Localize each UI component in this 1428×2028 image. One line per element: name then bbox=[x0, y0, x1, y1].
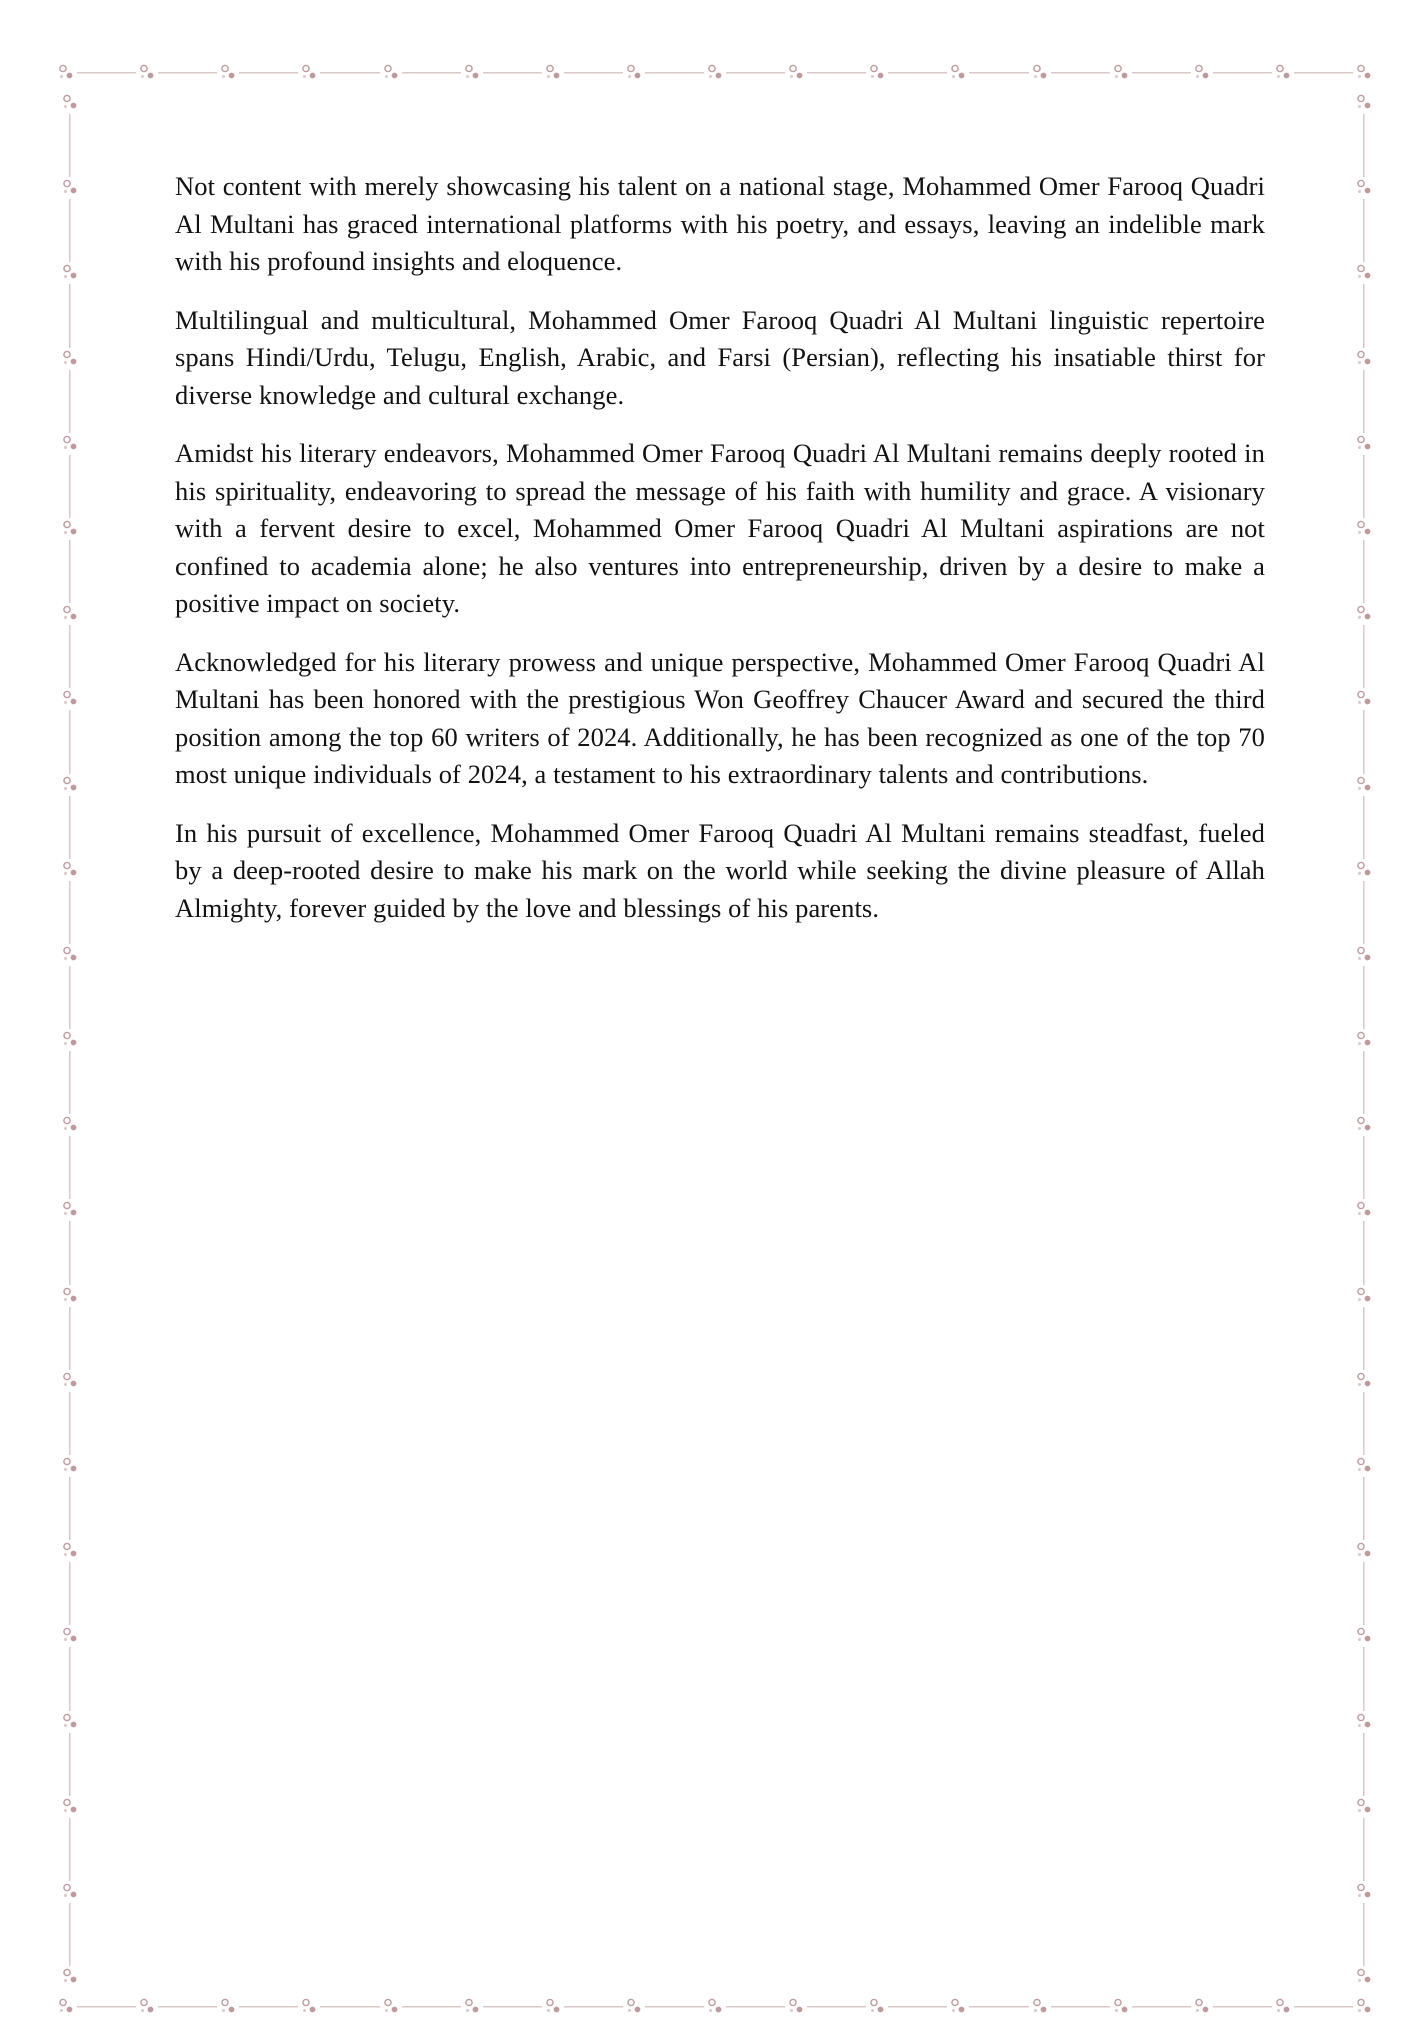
border-motif-icon bbox=[59, 1881, 81, 1903]
border-motif-icon bbox=[1353, 92, 1375, 114]
border-motif-icon bbox=[1353, 518, 1375, 540]
border-motif-icon bbox=[1353, 774, 1375, 796]
border-motif-icon bbox=[1353, 1711, 1375, 1733]
border-line bbox=[1213, 1994, 1272, 2020]
border-motif-icon bbox=[59, 774, 81, 796]
border-motif-icon bbox=[59, 603, 81, 625]
border-line bbox=[320, 60, 379, 86]
border-motif-icon bbox=[1353, 1285, 1375, 1307]
border-motif-icon bbox=[298, 62, 320, 84]
border-motif-icon bbox=[59, 1199, 81, 1221]
border-line bbox=[1351, 114, 1377, 177]
border-motif-icon bbox=[866, 62, 888, 84]
border-motif-icon bbox=[1272, 1996, 1294, 2018]
border-line bbox=[57, 710, 83, 773]
border-motif-icon bbox=[866, 1996, 888, 2018]
border-line bbox=[57, 1392, 83, 1455]
border-line bbox=[969, 1994, 1028, 2020]
border-motif-icon bbox=[1110, 62, 1132, 84]
border-line bbox=[1351, 1562, 1377, 1625]
border-motif-icon bbox=[59, 1370, 81, 1392]
border-motif-icon bbox=[217, 1996, 239, 2018]
border-motif-icon bbox=[947, 62, 969, 84]
border-motif-icon bbox=[1353, 518, 1375, 540]
border-line bbox=[1294, 1994, 1353, 2020]
border-motif-icon bbox=[947, 1996, 969, 2018]
border-motif-icon bbox=[1272, 62, 1294, 84]
border-motif-icon bbox=[298, 62, 320, 84]
border-motif-icon bbox=[1353, 1370, 1375, 1392]
border-motif-icon bbox=[59, 1540, 81, 1562]
border-motif-icon bbox=[59, 1199, 81, 1221]
border-line bbox=[1351, 1307, 1377, 1370]
border-motif-icon bbox=[380, 1996, 402, 2018]
border-line bbox=[57, 540, 83, 603]
border-motif-icon bbox=[59, 433, 81, 455]
border-motif-icon bbox=[1191, 1996, 1213, 2018]
border-motif-icon bbox=[1353, 1996, 1375, 2018]
border-motif-icon bbox=[59, 348, 81, 370]
border-motif-icon bbox=[1353, 1370, 1375, 1392]
border-line bbox=[564, 60, 623, 86]
border-line bbox=[1132, 60, 1191, 86]
decorative-border-right bbox=[1351, 92, 1377, 1988]
border-motif-icon bbox=[461, 62, 483, 84]
border-motif-icon bbox=[1191, 62, 1213, 84]
border-motif-icon bbox=[1353, 1455, 1375, 1477]
border-line bbox=[158, 1994, 217, 2020]
border-motif-icon bbox=[59, 859, 81, 881]
border-motif-icon bbox=[461, 1996, 483, 2018]
border-motif-icon bbox=[59, 1625, 81, 1647]
border-motif-icon bbox=[59, 1540, 81, 1562]
border-motif-icon bbox=[866, 62, 888, 84]
border-line bbox=[57, 370, 83, 433]
border-motif-icon bbox=[59, 1711, 81, 1733]
paragraph: Amidst his literary endeavors, Mohammed Omer Farooq Quadri Al Multani remains deeply rooted in his spirituality, endeavoring to spread the message of his faith with humility and grace. A visionary with a fervent desire to excel, Mohammed Omer Farooq Quadri Al Multani aspirations are not confined to academia alone; he also ventures into entrepreneurship, driven by a desire to make a positive impact on society. bbox=[175, 438, 1265, 618]
border-motif-icon bbox=[59, 262, 81, 284]
border-motif-icon bbox=[1353, 859, 1375, 881]
border-motif-icon bbox=[59, 603, 81, 625]
border-motif-icon bbox=[59, 944, 81, 966]
border-motif-icon bbox=[1353, 177, 1375, 199]
border-motif-icon bbox=[59, 1455, 81, 1477]
border-line bbox=[1351, 1051, 1377, 1114]
border-line bbox=[239, 60, 298, 86]
border-motif-icon bbox=[1353, 1996, 1375, 2018]
border-line bbox=[726, 1994, 785, 2020]
border-motif-icon bbox=[1353, 1455, 1375, 1477]
border-motif-icon bbox=[1110, 62, 1132, 84]
border-motif-icon bbox=[59, 1029, 81, 1051]
border-motif-icon bbox=[59, 1029, 81, 1051]
border-motif-icon bbox=[623, 1996, 645, 2018]
border-line bbox=[57, 1733, 83, 1796]
border-motif-icon bbox=[59, 1114, 81, 1136]
decorative-border-bottom bbox=[55, 1994, 1375, 2020]
border-line bbox=[1351, 796, 1377, 859]
border-motif-icon bbox=[1353, 603, 1375, 625]
border-line bbox=[402, 60, 461, 86]
border-motif-icon bbox=[59, 1285, 81, 1307]
border-motif-icon bbox=[1353, 859, 1375, 881]
border-line bbox=[1351, 625, 1377, 688]
border-motif-icon bbox=[542, 62, 564, 84]
border-motif-icon bbox=[59, 1455, 81, 1477]
border-motif-icon bbox=[785, 62, 807, 84]
border-motif-icon bbox=[1353, 62, 1375, 84]
border-motif-icon bbox=[136, 62, 158, 84]
border-line bbox=[1351, 1477, 1377, 1540]
border-motif-icon bbox=[59, 262, 81, 284]
border-line bbox=[1351, 1136, 1377, 1199]
border-motif-icon bbox=[1353, 1796, 1375, 1818]
border-line bbox=[57, 199, 83, 262]
border-line bbox=[239, 1994, 298, 2020]
border-line bbox=[1351, 1903, 1377, 1966]
border-line bbox=[57, 1051, 83, 1114]
paragraph: Multilingual and multicultural, Mohammed Omer Farooq Quadri Al Multani linguistic repertoire spans Hindi/Urdu, Telugu, English, Arabic, and Farsi (Persian), reflecting his insatiable thirst for diverse knowledge and cultural exchange. bbox=[175, 304, 1265, 410]
border-line bbox=[888, 60, 947, 86]
border-motif-icon bbox=[1110, 1996, 1132, 2018]
border-motif-icon bbox=[59, 177, 81, 199]
border-motif-icon bbox=[1353, 177, 1375, 199]
border-motif-icon bbox=[59, 774, 81, 796]
border-motif-icon bbox=[623, 62, 645, 84]
border-motif-icon bbox=[1353, 1625, 1375, 1647]
border-motif-icon bbox=[380, 62, 402, 84]
border-line bbox=[483, 60, 542, 86]
border-motif-icon bbox=[298, 1996, 320, 2018]
border-motif-icon bbox=[704, 62, 726, 84]
border-motif-icon bbox=[55, 1996, 77, 2018]
border-line bbox=[1213, 60, 1272, 86]
border-motif-icon bbox=[1353, 944, 1375, 966]
border-line bbox=[1351, 966, 1377, 1029]
border-line bbox=[158, 60, 217, 86]
border-motif-icon bbox=[1353, 1114, 1375, 1136]
border-line bbox=[1351, 199, 1377, 262]
border-line bbox=[57, 625, 83, 688]
border-line bbox=[1351, 1733, 1377, 1796]
border-motif-icon bbox=[59, 518, 81, 540]
border-motif-icon bbox=[1353, 944, 1375, 966]
border-motif-icon bbox=[1353, 1540, 1375, 1562]
border-motif-icon bbox=[136, 62, 158, 84]
border-motif-icon bbox=[136, 1996, 158, 2018]
border-motif-icon bbox=[461, 62, 483, 84]
border-line bbox=[402, 1994, 461, 2020]
border-motif-icon bbox=[1353, 1881, 1375, 1903]
border-motif-icon bbox=[59, 92, 81, 114]
border-motif-icon bbox=[1353, 1199, 1375, 1221]
border-motif-icon bbox=[1191, 1996, 1213, 2018]
border-motif-icon bbox=[704, 62, 726, 84]
border-motif-icon bbox=[59, 1711, 81, 1733]
border-line bbox=[726, 60, 785, 86]
border-line bbox=[1351, 710, 1377, 773]
border-line bbox=[483, 1994, 542, 2020]
decorative-border-top bbox=[55, 60, 1375, 86]
border-motif-icon bbox=[1353, 92, 1375, 114]
border-motif-icon bbox=[1353, 603, 1375, 625]
border-line bbox=[1351, 455, 1377, 518]
border-line bbox=[1351, 1392, 1377, 1455]
border-motif-icon bbox=[298, 1996, 320, 2018]
border-motif-icon bbox=[542, 62, 564, 84]
border-line bbox=[1351, 1221, 1377, 1284]
border-line bbox=[807, 1994, 866, 2020]
border-line bbox=[320, 1994, 379, 2020]
border-line bbox=[57, 1221, 83, 1284]
border-motif-icon bbox=[136, 1996, 158, 2018]
border-motif-icon bbox=[59, 1966, 81, 1988]
border-motif-icon bbox=[1353, 1114, 1375, 1136]
border-motif-icon bbox=[55, 62, 77, 84]
border-line bbox=[57, 455, 83, 518]
border-motif-icon bbox=[59, 688, 81, 710]
border-motif-icon bbox=[1353, 1796, 1375, 1818]
border-motif-icon bbox=[59, 1796, 81, 1818]
border-motif-icon bbox=[623, 62, 645, 84]
border-motif-icon bbox=[1353, 1029, 1375, 1051]
border-line bbox=[645, 60, 704, 86]
border-motif-icon bbox=[542, 1996, 564, 2018]
border-motif-icon bbox=[59, 688, 81, 710]
decorative-border-left bbox=[57, 92, 83, 1988]
border-line bbox=[57, 114, 83, 177]
border-motif-icon bbox=[785, 1996, 807, 2018]
border-line bbox=[1132, 1994, 1191, 2020]
border-motif-icon bbox=[217, 62, 239, 84]
border-motif-icon bbox=[59, 1796, 81, 1818]
border-motif-icon bbox=[1353, 1966, 1375, 1988]
border-motif-icon bbox=[59, 92, 81, 114]
paragraph: Not content with merely showcasing his talent on a national stage, Mohammed Omer Farooq Quadri Al Multani has graced international platforms with his poetry, and essays, leaving an indelible mark with his profound insights and eloquence. bbox=[175, 171, 1265, 276]
border-motif-icon bbox=[1353, 1540, 1375, 1562]
border-line bbox=[1351, 1647, 1377, 1710]
border-line bbox=[57, 1477, 83, 1540]
border-motif-icon bbox=[1353, 433, 1375, 455]
border-line bbox=[1051, 1994, 1110, 2020]
border-line bbox=[57, 1903, 83, 1966]
border-motif-icon bbox=[59, 348, 81, 370]
border-motif-icon bbox=[380, 62, 402, 84]
border-motif-icon bbox=[785, 1996, 807, 2018]
border-motif-icon bbox=[59, 177, 81, 199]
border-motif-icon bbox=[217, 62, 239, 84]
border-line bbox=[57, 1136, 83, 1199]
border-motif-icon bbox=[217, 1996, 239, 2018]
border-motif-icon bbox=[1353, 348, 1375, 370]
border-line bbox=[969, 60, 1028, 86]
border-motif-icon bbox=[59, 859, 81, 881]
border-motif-icon bbox=[1272, 1996, 1294, 2018]
border-motif-icon bbox=[1029, 1996, 1051, 2018]
border-motif-icon bbox=[59, 1285, 81, 1307]
border-line bbox=[1351, 881, 1377, 944]
border-motif-icon bbox=[1353, 1711, 1375, 1733]
border-motif-icon bbox=[866, 1996, 888, 2018]
border-motif-icon bbox=[1191, 62, 1213, 84]
border-motif-icon bbox=[1029, 1996, 1051, 2018]
border-line bbox=[1351, 284, 1377, 347]
border-motif-icon bbox=[1353, 262, 1375, 284]
border-motif-icon bbox=[59, 1625, 81, 1647]
border-motif-icon bbox=[1110, 1996, 1132, 2018]
border-line bbox=[57, 1562, 83, 1625]
border-motif-icon bbox=[55, 1996, 77, 2018]
border-motif-icon bbox=[59, 1966, 81, 1988]
document-body bbox=[175, 168, 1265, 948]
border-motif-icon bbox=[59, 518, 81, 540]
border-motif-icon bbox=[380, 1996, 402, 2018]
border-line bbox=[1351, 1818, 1377, 1881]
border-motif-icon bbox=[1353, 433, 1375, 455]
border-motif-icon bbox=[1353, 62, 1375, 84]
border-motif-icon bbox=[59, 1114, 81, 1136]
border-motif-icon bbox=[1029, 62, 1051, 84]
paragraph: In his pursuit of excellence, Mohammed Omer Farooq Quadri Al Multani remains steadfast, fueled by a deep-rooted desire to make his mark on the world while seeking the divine pleasure of Allah Almighty, forever guided by the love and blessings of his parents. bbox=[175, 817, 1265, 923]
border-motif-icon bbox=[542, 1996, 564, 2018]
border-line bbox=[1351, 540, 1377, 603]
border-line bbox=[57, 966, 83, 1029]
border-line bbox=[645, 1994, 704, 2020]
border-line bbox=[57, 1647, 83, 1710]
border-motif-icon bbox=[1272, 62, 1294, 84]
border-motif-icon bbox=[623, 1996, 645, 2018]
border-motif-icon bbox=[704, 1996, 726, 2018]
border-line bbox=[807, 60, 866, 86]
border-motif-icon bbox=[785, 62, 807, 84]
border-motif-icon bbox=[1353, 1881, 1375, 1903]
border-motif-icon bbox=[59, 1370, 81, 1392]
border-line bbox=[77, 1994, 136, 2020]
border-motif-icon bbox=[1353, 774, 1375, 796]
border-motif-icon bbox=[1029, 62, 1051, 84]
border-motif-icon bbox=[59, 433, 81, 455]
border-line bbox=[1051, 60, 1110, 86]
border-line bbox=[1351, 370, 1377, 433]
border-motif-icon bbox=[1353, 262, 1375, 284]
border-line bbox=[57, 284, 83, 347]
border-line bbox=[57, 796, 83, 859]
border-motif-icon bbox=[947, 62, 969, 84]
border-line bbox=[888, 1994, 947, 2020]
border-line bbox=[77, 60, 136, 86]
border-motif-icon bbox=[704, 1996, 726, 2018]
border-motif-icon bbox=[1353, 1966, 1375, 1988]
border-motif-icon bbox=[1353, 348, 1375, 370]
border-line bbox=[57, 1818, 83, 1881]
border-line bbox=[564, 1994, 623, 2020]
border-motif-icon bbox=[1353, 1199, 1375, 1221]
border-motif-icon bbox=[1353, 688, 1375, 710]
border-motif-icon bbox=[59, 944, 81, 966]
border-motif-icon bbox=[947, 1996, 969, 2018]
border-motif-icon bbox=[1353, 1625, 1375, 1647]
border-line bbox=[57, 1307, 83, 1370]
border-motif-icon bbox=[1353, 688, 1375, 710]
border-motif-icon bbox=[461, 1996, 483, 2018]
border-motif-icon bbox=[1353, 1029, 1375, 1051]
border-motif-icon bbox=[1353, 1285, 1375, 1307]
border-motif-icon bbox=[55, 62, 77, 84]
paragraph: Acknowledged for his literary prowess and unique perspective, Mohammed Omer Farooq Quadri Al Multani has been honored with the prestigious Won Geoffrey Chaucer Award and secured the third position among the top 60 writers of 2024. Additionally, he has been recognized as one of the top 70 most unique individuals of 2024, a testament to his extraordinary talents and contributions. bbox=[175, 646, 1265, 789]
border-line bbox=[57, 881, 83, 944]
border-motif-icon bbox=[59, 1881, 81, 1903]
border-line bbox=[1294, 60, 1353, 86]
